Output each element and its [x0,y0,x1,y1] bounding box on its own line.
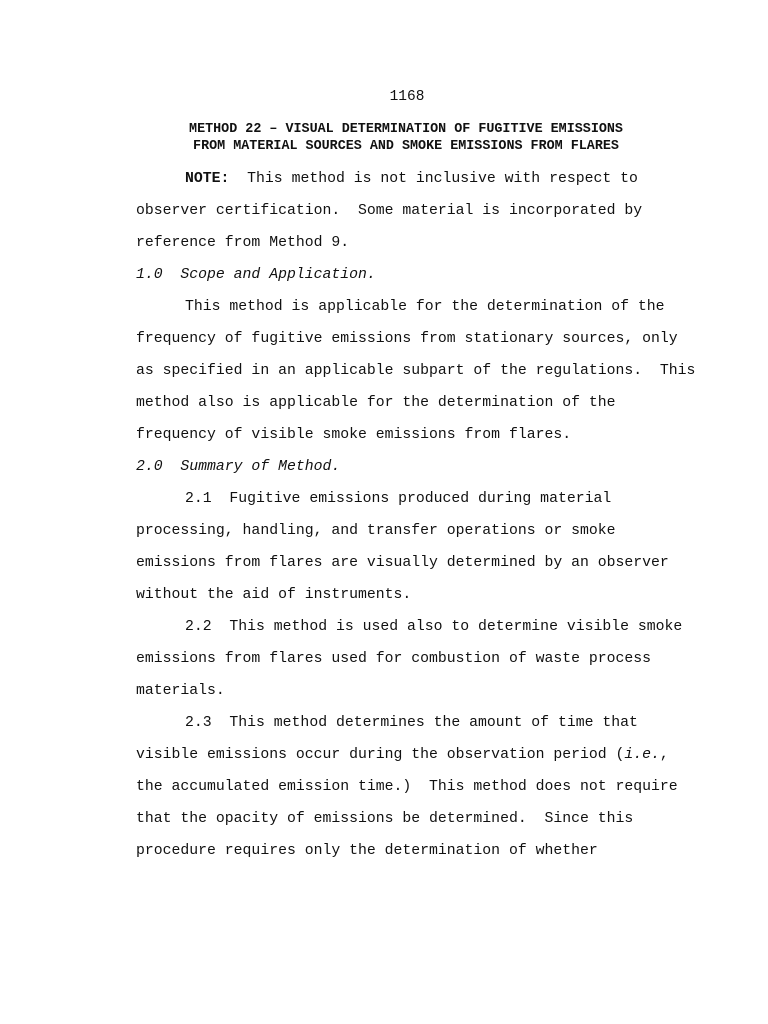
document-body [136,163,705,867]
title-line-1: METHOD 22 – VISUAL DETERMINATION OF FUGITIVE EMISSIONS [189,122,623,137]
page-number: 1168 [389,89,425,105]
paragraph-2-3 [136,707,696,867]
section-1-paragraph: This method is applicable for the determination of the frequency of fugitive emissions from stationary sources, only as specified in an applicable subpart of the regulations. This method also is applicable for the determination of the frequency of visible smoke emissions from flares. [136,299,705,443]
paragraph-2-1: 2.1 Fugitive emissions produced during material processing, handling, and transfer operations or smoke emissions from flares are visually determined by an observer without the aid of instruments. [136,491,678,603]
section-1-heading: 1.0 Scope and Application. [136,267,376,283]
note-label: NOTE: [185,171,230,187]
title-line-2: FROM MATERIAL SOURCES AND SMOKE EMISSIONS FROM FLARES [193,139,619,154]
section-2-heading: 2.0 Summary of Method. [136,459,341,475]
note-paragraph [136,163,696,259]
paragraph-2-3-part-b: , the accumulated emission time.) This method does not require that the opacity of emissions be determined. Since this procedure requires only the determination of whether [136,747,687,859]
paragraph-2-3-italic: i.e. [624,747,660,763]
paragraph-2-3-part-a: 2.3 This method determines the amount of time that visible emissions occur during the observation period ( [136,715,647,763]
note-text: This method is not inclusive with respect to observer certification. Some material is incorporated by reference from Method 9. [136,171,652,251]
document-title [136,121,676,155]
paragraph-2-2: 2.2 This method is used also to determine visible smoke emissions from flares used for combustion of waste process materials. [136,619,692,699]
